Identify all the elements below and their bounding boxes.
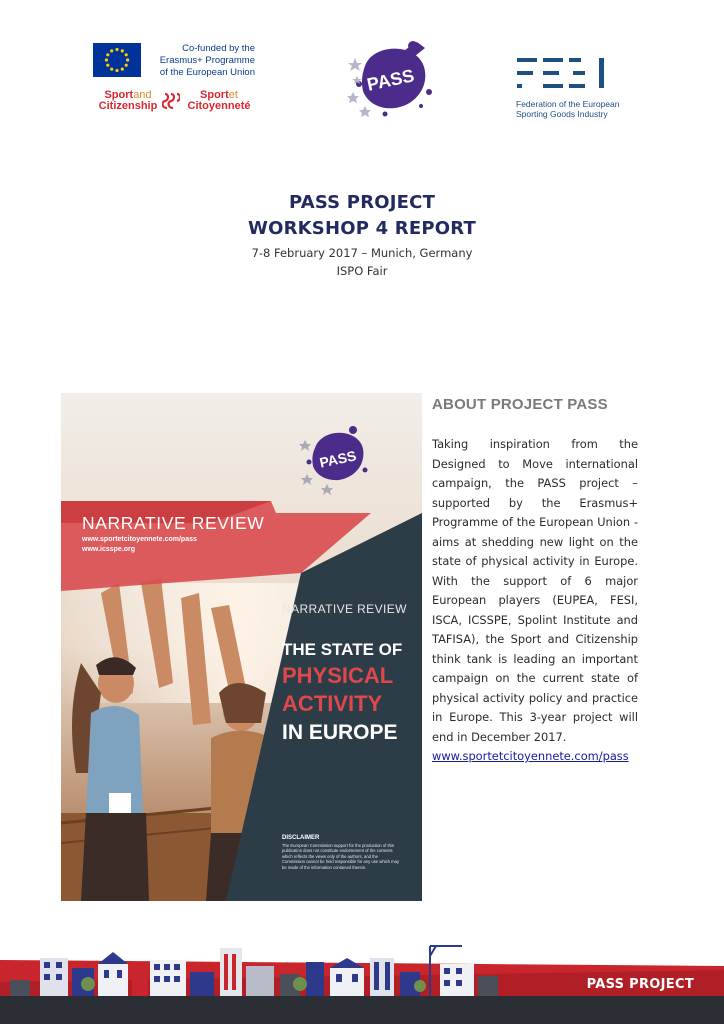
cover-title-line-2: PHYSICAL — [282, 663, 394, 688]
cover-pass-emblem-text: PASS — [317, 447, 358, 471]
eu-erasmus-logo — [93, 43, 253, 79]
about-project-section — [432, 396, 638, 767]
report-title-line-1: PASS PROJECT — [288, 192, 436, 213]
sc-en-and: and — [133, 89, 152, 101]
sc-en-sport: Sport — [104, 89, 134, 101]
footer-skyline-band — [0, 940, 724, 1024]
sc-fr-sport: Sport — [200, 89, 229, 101]
report-title-block — [0, 190, 724, 280]
about-body-text: Taking inspiration from the Designed to Move international campaign, the PASS project – supported by the Erasmus+ Programme of the European Union - aims at shedding new light on the state of physical activity in Europe. With the support of 6 major European players (EUPEA, FESI, ISCA, ICSSPE, Spolint Institute and TAFISA), the Sport and Citizenship think tank is leading an important campaign on the current state of physical activity policy and practice in Europe. This 3-year project will end in December 2017. — [432, 437, 638, 744]
sc-fr-citoyennete: Citoyenneté — [187, 100, 251, 112]
eu-line-1: Co-funded by the — [182, 43, 255, 54]
cover-banner-url-1: www.sportetcitoyennete.com/pass — [82, 536, 197, 543]
cover-title-line-1: THE STATE OF — [282, 640, 403, 659]
project-website-link[interactable]: www.sportetcitoyennete.com/pass — [432, 749, 629, 763]
narrative-review-cover-image — [61, 393, 422, 901]
cover-banner-title: NARRATIVE REVIEW — [82, 513, 265, 533]
sc-fr-et: et — [228, 89, 238, 101]
fesi-line-2: Sporting Goods Industry — [516, 109, 608, 119]
eu-line-3: of the European Union — [159, 67, 255, 78]
sport-citizenship-logo — [97, 90, 253, 120]
pass-emblem-text: PASS — [365, 65, 416, 95]
cover-disclaimer-heading: DISCLAIMER — [282, 835, 320, 841]
eu-line-2: Erasmus+ Programme — [159, 55, 255, 66]
fesi-name — [516, 99, 620, 119]
cover-banner-url-2: www.icsspe.org — [82, 546, 136, 553]
sport-citizenship-en — [97, 90, 159, 112]
sport-citizenship-mark-icon — [162, 92, 180, 110]
cover-title-line-4: IN EUROPE — [282, 721, 398, 744]
sc-en-citizenship: Citizenship — [98, 100, 158, 112]
report-venue: ISPO Fair — [336, 264, 388, 278]
sport-citizenship-fr — [185, 90, 253, 112]
pass-emblem-logo — [345, 36, 440, 121]
report-date-place: 7-8 February 2017 – Munich, Germany — [251, 246, 473, 260]
about-heading: ABOUT PROJECT PASS — [432, 396, 608, 413]
fesi-line-1: Federation of the European — [516, 99, 620, 109]
fesi-mark-icon — [513, 55, 613, 95]
report-title-line-2: WORKSHOP 4 REPORT — [248, 218, 476, 239]
cover-title-line-3: ACTIVITY — [282, 691, 383, 716]
fesi-logo — [513, 55, 623, 125]
eu-flag-icon — [93, 43, 141, 77]
cover-panel-kicker: NARRATIVE REVIEW — [282, 602, 407, 616]
eu-cofunding-text — [145, 43, 255, 79]
cover-disclaimer-text: The European Commission support for the production of this publication does not constitute endorsement of the contents which reflects the views only of the authors, and the Commission cannot be held responsible for any use which may be made of the information contained therein. — [282, 843, 400, 870]
footer-pass-project-label: PASS PROJECT — [586, 977, 694, 992]
